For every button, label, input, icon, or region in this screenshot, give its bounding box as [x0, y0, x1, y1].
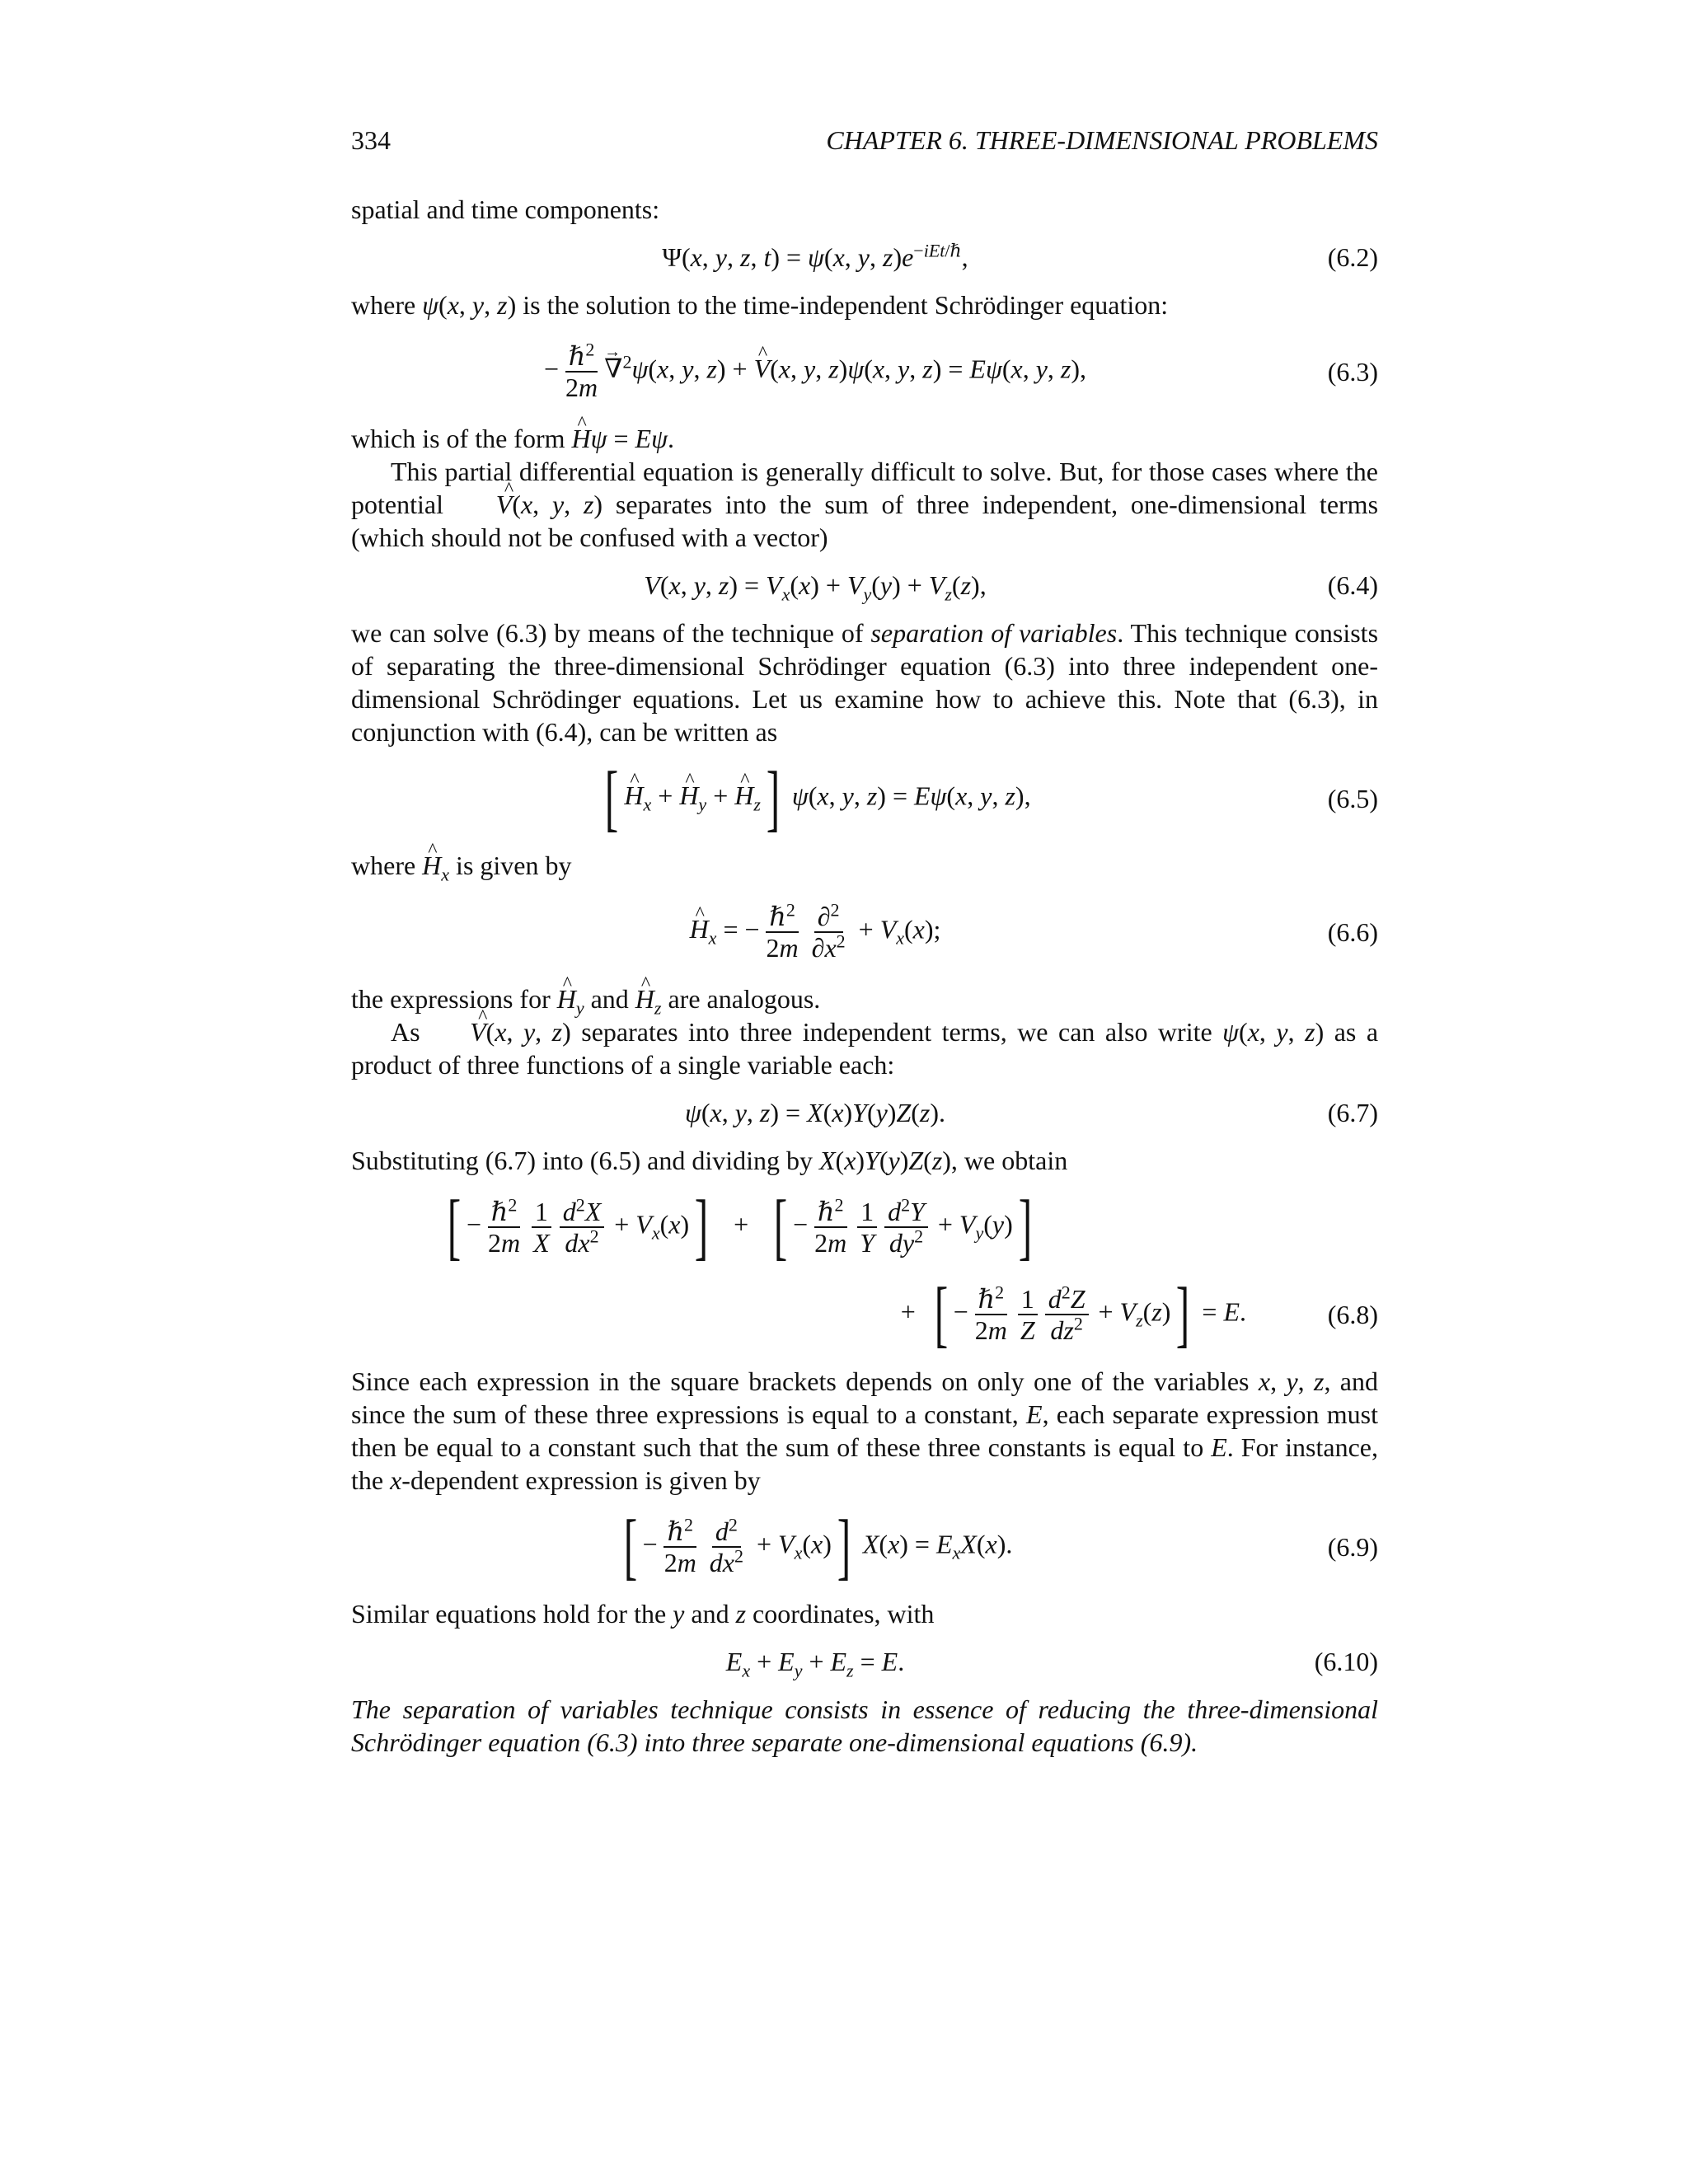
equation-6-7-number: (6.7) — [1327, 1098, 1378, 1127]
page-header — [351, 124, 1378, 157]
equation-6-6 — [351, 895, 1378, 969]
paragraph-5: we can solve (6.3) by means of the technique of separation of variables. This technique consists of separating the three-dimensional Schrödinger equation (6.3) into three independent one-dimensional Schrödinger equations. Let us examine how to achieve this. Note that (6.3), in conjunction with (6.4), can be written as — [351, 618, 1379, 747]
equation-6-3-number: (6.3) — [1327, 357, 1378, 387]
equation-6-9-number: (6.9) — [1327, 1532, 1378, 1562]
paragraph-12: The separation of variables technique consists in essence of reducing the three-dimensional Schrödinger equation (6.3) into three separate one-dimensional equations (6.9). — [351, 1694, 1378, 1757]
equation-6-7-body: ψ(x, y, z) = X(x)Y(y)Z(z). — [684, 1098, 946, 1127]
paragraph-7: the expressions for ^ $H_y$ and ^ $H_z$ are analogous. — [351, 982, 1378, 1015]
paragraph-6: where ^ $H_x$ is given by — [351, 849, 1378, 882]
equation-6-3-body: − $\frac{\hbar^2}{2m}$ → ∇$^2$ψ(x, y, z) + ^ V(x, y, z)ψ(x, y, z) = Eψ(x, y, z), — [351, 341, 1279, 402]
paragraph-1: spatial and time components: — [351, 194, 660, 224]
equation-6-8-body-1: [ − $\frac{\hbar^2}{2m}$ $\frac{1}{X}$ $\frac{d^2X}{dx^2}$ + $V_x(x)$] + [ − $\frac{\hbar^2}{2m}$ $\frac{1}{Y}$ $\frac{d^2Y}{dy^2}$ + $V_y(y)$] — [447, 1186, 1032, 1268]
equation-6-8-body-2: + [ − $\frac{\hbar^2}{2m}$ $\frac{1}{Z}$ $\frac{d^2Z}{dz^2}$ + $V_z(z)] = E$. — [900, 1273, 1246, 1355]
equation-6-9 — [351, 1506, 1378, 1587]
running-title: CHAPTER 6. THREE-DIMENSIONAL PROBLEMS — [826, 125, 1378, 155]
equation-6-2-body: Ψ(x, y, z, t) = ψ(x, y, $z)e^{-iEt/\hbar}$, — [662, 240, 968, 272]
equation-6-10 — [351, 1643, 1378, 1680]
equation-6-10-number: (6.10) — [1314, 1647, 1378, 1676]
equation-6-8-number: (6.8) — [1327, 1300, 1378, 1329]
paragraph-4: This partial differential equation is generally difficult to solve. But, for those cases where the potential ^ V(x, y, z) separates into the sum of three independent, one-dimensional terms (which should not be confused with a vector) — [351, 455, 1378, 554]
equation-6-5 — [351, 757, 1378, 839]
equation-6-7 — [351, 1094, 1378, 1131]
equation-6-4-body: V(x, y, $z) = V_x(x) + V_y(y) + V_z(z)$, — [644, 570, 987, 605]
equation-6-6-number: (6.6) — [1327, 917, 1378, 947]
equation-6-10-body: $E_x + E_y + E_z = E$. — [725, 1647, 905, 1681]
equation-6-9-body: [ − $\frac{\hbar^2}{2m}$ $\frac{d^2}{dx^2}$ + $V_x(x)$] $X(x) = E_xX(x)$. — [623, 1506, 1013, 1587]
equation-6-4 — [351, 567, 1378, 603]
equation-6-8-line-1 — [351, 1186, 1378, 1268]
equation-6-4-number: (6.4) — [1327, 570, 1378, 600]
equation-6-2 — [351, 239, 1378, 275]
page-number: 334 — [351, 125, 391, 155]
paragraph-10: Since each expression in the square brackets depends on only one of the variables x, y, z, and since the sum of these three expressions is equal to a constant, E, each separate expression must then be equal to a constant such that the sum of these three constants is equal to E. For instance, the x-dependent expression is given by — [351, 1366, 1379, 1495]
equation-6-5-body: [^ $H_x$ + ^ $H_y$ + ^ $H_z$] ψ(x, y, z) = Eψ(x, y, z), — [351, 762, 1279, 836]
equation-6-8-line-2 — [351, 1273, 1378, 1355]
equation-6-6-body: ^ $H_x$ = − $\frac{\hbar^2}{2m}$ $\frac{\partial^2}{\partial x^2}$ + $V_x(x)$; — [351, 902, 1279, 963]
paragraph-8: As ^ V(x, y, z) separates into three independent terms, we can also write ψ(x, y, z) as a product of three functions of a single variable each: — [351, 1015, 1378, 1081]
equation-6-3 — [351, 335, 1378, 409]
paragraph-11: Similar equations hold for the y and z coordinates, with — [351, 1599, 935, 1629]
paragraph-2: where ψ(x, y, z) is the solution to the time-independent Schrödinger equation: — [351, 290, 1169, 320]
paragraph-3: which is of the form ^ Hψ = Eψ. — [351, 422, 1378, 455]
equation-6-5-number: (6.5) — [1327, 784, 1378, 813]
paragraph-9: Substituting (6.7) into (6.5) and dividing by X(x)Y(y)Z(z), we obtain — [351, 1146, 1068, 1175]
page-body — [351, 124, 1378, 1759]
equation-6-2-number: (6.2) — [1327, 242, 1378, 272]
